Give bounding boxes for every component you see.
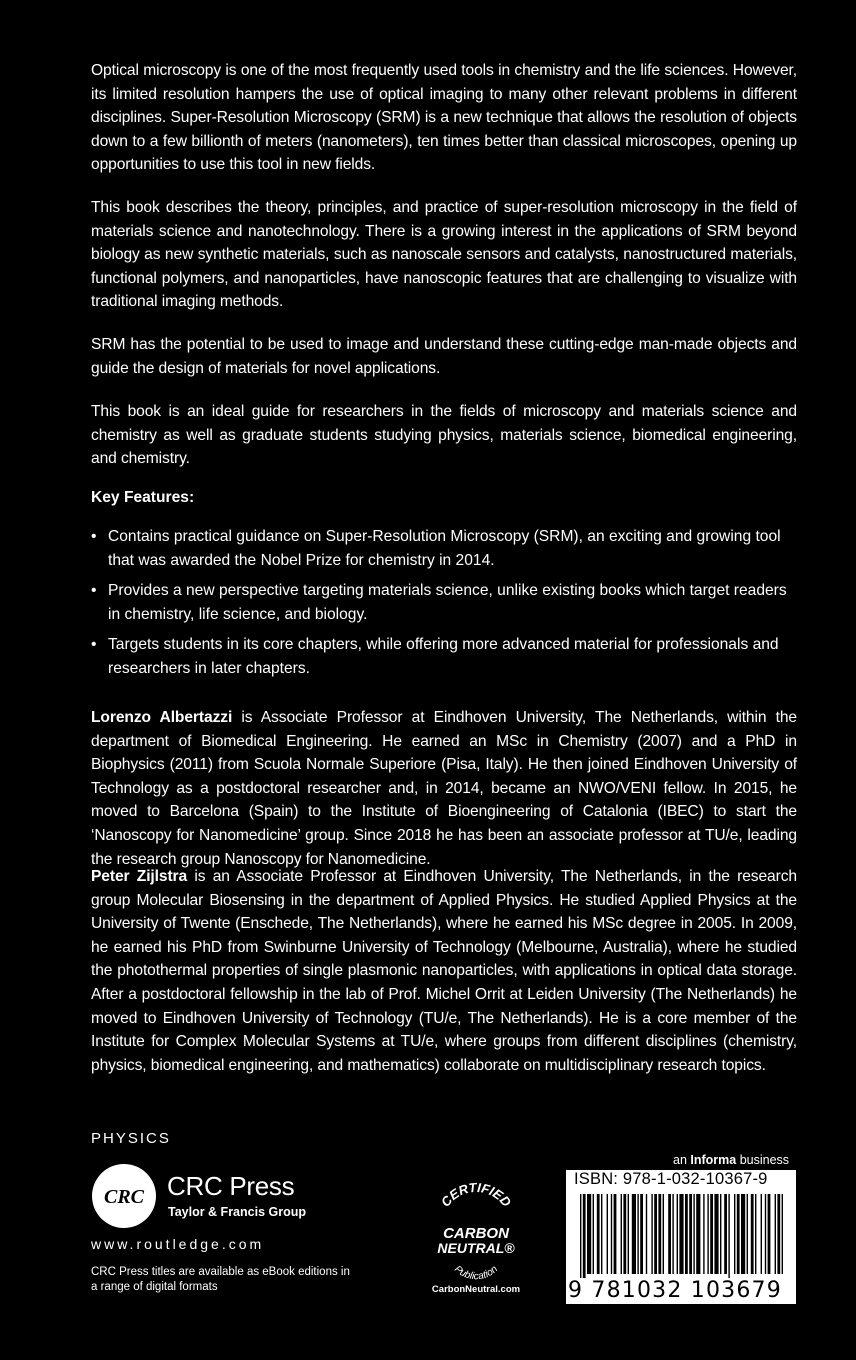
- barcode-bar: [741, 1194, 745, 1274]
- barcode-bar: [696, 1194, 700, 1274]
- barcode-bar: [737, 1194, 740, 1274]
- key-features-heading: Key Features:: [91, 489, 195, 506]
- barcode-bar: [663, 1194, 664, 1274]
- barcode-bar: [775, 1194, 776, 1274]
- barcode-bar: [714, 1194, 718, 1274]
- barcode-bar: [593, 1194, 594, 1274]
- barcode-bar: [640, 1194, 643, 1274]
- barcode-bar: [751, 1194, 754, 1274]
- key-feature-text: Provides a new perspective targeting materials science, unlike existing books which target readers in chemistry, life science, and biology.: [108, 582, 787, 623]
- barcode-bar: [597, 1194, 600, 1274]
- svg-text:CERTIFIED: [438, 1182, 515, 1210]
- crc-logo-icon: [91, 1163, 157, 1229]
- barcode-bar: [628, 1194, 629, 1274]
- publisher-name: CRC Press: [167, 1171, 295, 1201]
- barcode-digits: 9 781032 103679: [568, 1278, 782, 1303]
- author-name: Peter Zijlstra: [91, 868, 188, 885]
- barcode-bar: [707, 1194, 708, 1274]
- informa-bold: Informa: [690, 1153, 737, 1167]
- barcode-bar: [654, 1194, 657, 1274]
- barcode-bar: [720, 1194, 721, 1274]
- bullet: •: [91, 582, 97, 600]
- barcode-bar: [677, 1194, 678, 1274]
- carbon-neutral-logo-icon: [420, 1182, 532, 1297]
- barcode-bar: [679, 1194, 683, 1274]
- barcode-bar: [614, 1194, 617, 1274]
- barcode-bar: [580, 1194, 581, 1278]
- informa-tagline: [673, 1153, 789, 1167]
- key-feature-text: Targets students in its core chapters, while offering more advanced material for professionals and researchers in later chapters.: [108, 636, 779, 677]
- barcode-bar: [601, 1194, 602, 1274]
- key-feature-text: Contains practical guidance on Super-Resolution Microscopy (SRM), an exciting and growing tool that was awarded the Nobel Prize for chemistry in 2014.: [108, 528, 781, 569]
- barcode-bar: [761, 1194, 762, 1274]
- barcode-bar: [734, 1194, 735, 1274]
- barcode-bar: [583, 1194, 586, 1278]
- list-item: [91, 525, 797, 572]
- barcode-bar: [724, 1194, 727, 1274]
- barcode-bar: [587, 1194, 591, 1274]
- author-bio-text: is an Associate Professor at Eindhoven University, The Netherlands, in the research group Molecular Biosensing in the department of Applied Physics. He studied Applied Physics at the University of Twente (Enschede, The Netherlands), where he earned his MSc degree in 2005. In 2009, he earned his PhD from Swinburne University of Technology (Melbourne, Australia), where he studied the photothermal properties of single plasmonic nanoparticles, with applications in optical data storage. After a postdoctoral fellowship in the lab of Prof. Michel Orrit at Leiden University (The Netherlands) he moved to Eindhoven University of Technology (TU/e, The Netherlands). He is a core member of the Institute for Complex Molecular Systems at TU/e, where groups from different disciplines (chemistry, physics, biomedical engineering, and mathematics) collaborate on multidisciplinary research topics.: [91, 868, 797, 1074]
- key-features-list: [91, 525, 797, 688]
- barcode-bar: [755, 1194, 756, 1274]
- author-bio-2: [91, 865, 797, 1077]
- barcode-bar: [658, 1194, 661, 1274]
- barcode-bar: [747, 1194, 748, 1274]
- description-paragraph-1: Optical microscopy is one of the most frequently used tools in chemistry and the life sciences. However, its limited resolution hampers the use of optical imaging to many other relevant problems in different disciplines. Super-Resolution Microscopy (SRM) is a new technique that allows the resolution of objects down to a few billionth of meters (nanometers), ten times better than classical microscopes, opening up opportunities to use this tool in new fields.: [91, 62, 797, 174]
- barcode-bar: [689, 1194, 692, 1274]
- carbon-line2-text: NEUTRAL®: [437, 1240, 515, 1256]
- barcode-bar: [672, 1194, 673, 1274]
- publisher-group: Taylor & Francis Group: [168, 1205, 306, 1219]
- author-bio-1: [91, 706, 797, 871]
- crc-logo-text: CRC: [103, 1186, 145, 1208]
- author-bio-text: is Associate Professor at Eindhoven University, The Netherlands, within the department of Biomedical Engineering. He earned an MSc in Chemistry (2007) and a PhD in Biophysics (2011) from Scuola Normale Superiore (Pisa, Italy). He then joined Eindhoven University of Technology as a postdoctoral researcher and, in 2014, became an NWO/VENI fellow. In 2015, he moved to Barcelona (Spain) to the Institute of Bioengineering of Catalonia (IBEC) to start the ‘Nanoscopy for Nanomedicine’ group. Since 2018 he has been an associate professor at TU/e, leading the research group Nanoscopy for Nanomedicine.: [91, 709, 798, 868]
- website-link[interactable]: www.routledge.com: [91, 1236, 265, 1252]
- barcode-bar: [768, 1194, 771, 1274]
- informa-prefix: an: [673, 1153, 691, 1167]
- ebook-note: CRC Press titles are available as eBook editions in a range of digital formats: [91, 1266, 350, 1293]
- carbon-site-text: CarbonNeutral.com: [431, 1284, 521, 1295]
- barcode-bar: [646, 1194, 647, 1274]
- isbn-text: ISBN: 978-1-032-10367-9: [574, 1170, 768, 1188]
- list-item: [91, 633, 797, 680]
- svg-text:Publication: [452, 1264, 500, 1283]
- description-paragraph-3: SRM has the potential to be used to image and understand these cutting-edge man-made objects and guide the design of materials for novel applications.: [91, 336, 797, 377]
- isbn-barcode: [566, 1170, 796, 1304]
- barcode-bars: [580, 1194, 784, 1278]
- barcode-bar: [728, 1194, 729, 1278]
- barcode-bar: [693, 1194, 694, 1274]
- carbon-line1-text: CARBON: [443, 1225, 509, 1242]
- description-paragraph-2: This book describes the theory, principles, and practice of super-resolution microscopy in the field of materials science and nanotechnology. There is a growing interest in the applications of SRM beyond biology as new synthetic materials, such as nanoscale sensors and catalysts, nanostructured materials, functional polymers, and nanoparticles, have nanoscopic features that are challenging to visualize with traditional imaging methods.: [91, 199, 797, 311]
- barcode-bar: [782, 1194, 783, 1274]
- carbon-pub-text: Publication: [451, 1263, 501, 1283]
- barcode-bar: [637, 1194, 638, 1274]
- bullet: •: [91, 528, 97, 545]
- barcode-bar: [621, 1194, 622, 1274]
- informa-suffix: business: [736, 1153, 790, 1167]
- barcode-bar: [632, 1194, 636, 1274]
- bullet: •: [91, 636, 97, 654]
- carbon-certified-text: CERTIFIED: [437, 1182, 515, 1210]
- barcode-bar: [710, 1194, 713, 1274]
- barcode-bar: [777, 1194, 780, 1274]
- description-paragraph-4: This book is an ideal guide for researchers in the fields of microscopy and materials science and chemistry as well as graduate students studying physics, materials science, biomedical engineering, and chemistry.: [91, 403, 797, 468]
- barcode-bar: [685, 1194, 688, 1274]
- barcode-bar: [607, 1194, 608, 1274]
- barcode-bar: [668, 1194, 671, 1274]
- barcode-bar: [703, 1194, 704, 1274]
- barcode-bar: [611, 1194, 612, 1274]
- barcode-bar: [765, 1194, 766, 1274]
- author-name: Lorenzo Albertazzi: [91, 709, 233, 726]
- barcode-bar: [623, 1194, 626, 1274]
- list-item: [91, 579, 797, 626]
- subject-label: PHYSICS: [91, 1130, 171, 1147]
- barcode-bar: [651, 1194, 652, 1274]
